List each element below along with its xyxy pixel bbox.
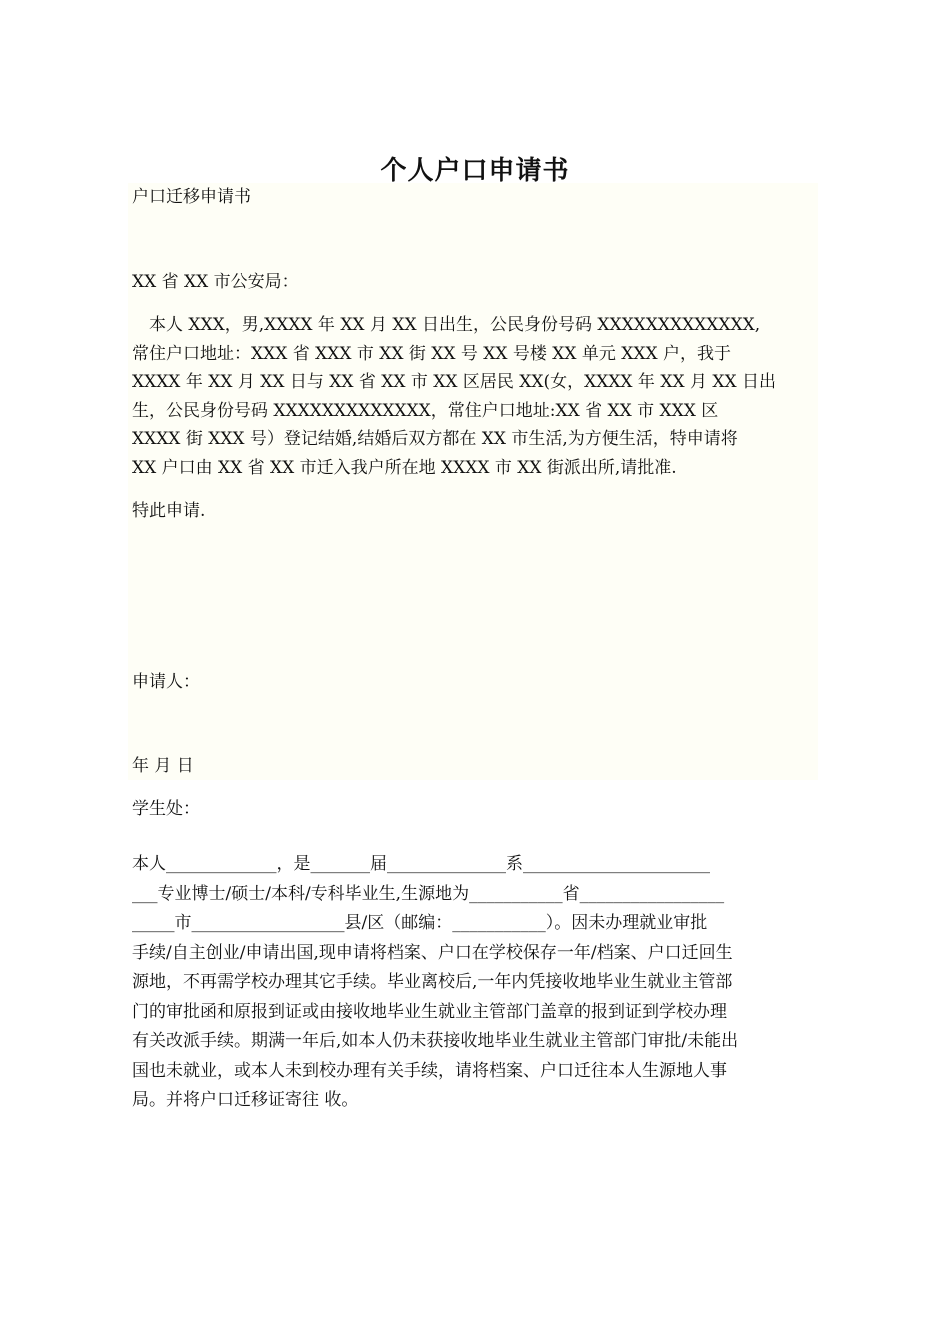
request-line: 手续/自主创业/申请出国,现申请将档案、户口在学校保存一年/档案、户口迁回生 (132, 942, 733, 963)
request-line: ___专业博士/硕士/本科/专科毕业生,生源地为___________省_________________ (132, 883, 725, 904)
date-label: 年 月 日 (132, 756, 194, 776)
student-office-label: 学生处： (132, 799, 200, 819)
body-line: XX 户口由 XX 省 XX 市迁入我户所在地 XXXX 市 XX 街派出所,请批准. (132, 457, 677, 478)
application-body (132, 311, 822, 482)
student-archive-request (132, 850, 822, 1116)
addressee-line: XX 省 XX 市公安局： (132, 272, 299, 292)
request-line: 国也未就业，或本人未到校办理有关手续，请将档案、户口迁往本人生源地人事 (132, 1060, 727, 1081)
request-line: 局。并将户口迁移证寄往 收。 (132, 1090, 359, 1110)
body-line: 常住户口地址：XXX 省 XXX 市 XX 街 XX 号 XX 号楼 XX 单元 XXX 户，我于 (132, 343, 731, 364)
document-title: 个人户口申请书 (380, 156, 570, 186)
body-line: 本人 XXX，男,XXXX 年 XX 月 XX 日出生，公民身份号码 XXXXXXXXXXXXX, (132, 315, 761, 335)
request-line: 本人_____________，是_______届______________系______________________ (132, 854, 710, 874)
body-line: XXXX 年 XX 月 XX 日与 XX 省 XX 市 XX 区居民 XX(女，XXXX 年 XX 月 XX 日出 (132, 372, 776, 392)
request-line: 门的审批函和原报到证或由接收地毕业生就业主管部门盖章的报到证到学校办理 (132, 1001, 727, 1022)
body-line: 生，公民身份号码 XXXXXXXXXXXXX，常住户口地址:XX 省 XX 市 XXX 区 (132, 400, 719, 421)
document-subtitle: 户口迁移申请书 (132, 187, 251, 207)
closing-line: 特此申请. (132, 501, 206, 521)
body-line: XXXX 街 XXX 号）登记结婚,结婚后双方都在 XX 市生活,为方便生活，特申请将 (132, 429, 738, 449)
request-line: _____市__________________县/区（邮编：___________）。因未办理就业审批 (132, 913, 708, 933)
applicant-signature-label: 申请人： (132, 672, 200, 692)
request-line: 源地，不再需学校办理其它手续。毕业离校后,一年内凭接收地毕业生就业主管部 (132, 972, 733, 992)
request-line: 有关改派手续。期满一年后,如本人仍未获接收地毕业生就业主管部门审批/未能出 (132, 1031, 739, 1051)
